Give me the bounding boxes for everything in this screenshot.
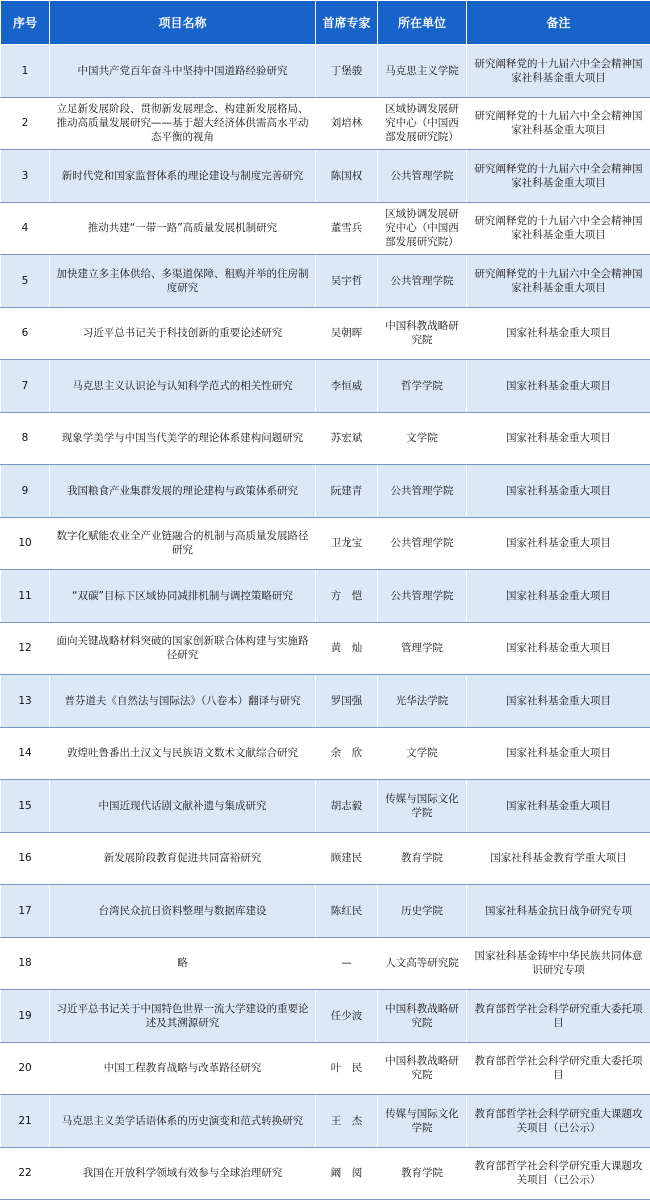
cell-unit: 中国科教战略研究院 (378, 307, 467, 360)
cell-chief-expert: 阮建青 (316, 465, 378, 518)
cell-note: 研究阐释党的十九届六中全会精神国家社科基金重大项目 (467, 150, 650, 203)
table-row (1, 832, 650, 885)
cell-note: 国家社科基金重大项目 (467, 622, 650, 675)
cell-unit: 哲学学院 (378, 360, 467, 413)
cell-unit: 传媒与国际文化学院 (378, 1095, 467, 1148)
cell-note: 国家社科基金重大项目 (467, 307, 650, 360)
cell-unit: 教育学院 (378, 832, 467, 885)
cell-no: 7 (1, 360, 50, 413)
cell-note: 国家社科基金重大项目 (467, 780, 650, 833)
cell-chief-expert: 苏宏斌 (316, 412, 378, 465)
cell-chief-expert: 余 欣 (316, 727, 378, 780)
cell-project-name: 习近平总书记关于中国特色世界一流大学建设的重要论述及其溯源研究 (50, 990, 316, 1043)
cell-project-name: 台湾民众抗日资料整理与数据库建设 (50, 885, 316, 938)
table-row (1, 255, 650, 308)
cell-chief-expert: 黄 灿 (316, 622, 378, 675)
cell-chief-expert: 董雪兵 (316, 202, 378, 255)
cell-project-name: 数字化赋能农业全产业链融合的机制与高质量发展路径研究 (50, 517, 316, 570)
cell-chief-expert: 罗国强 (316, 675, 378, 728)
cell-project-name: 新发展阶段教育促进共同富裕研究 (50, 832, 316, 885)
table-row (1, 150, 650, 203)
cell-note: 教育部哲学社会科学研究重大委托项目 (467, 990, 650, 1043)
cell-chief-expert: 丁堡骏 (316, 45, 378, 98)
cell-unit: 公共管理学院 (378, 255, 467, 308)
cell-no: 10 (1, 517, 50, 570)
cell-no: 1 (1, 45, 50, 98)
cell-no: 3 (1, 150, 50, 203)
cell-project-name: 立足新发展阶段、贯彻新发展理念、构建新发展格局、推动高质量发展研究——基于超大经济体供需高水平动态平衡的视角 (50, 97, 316, 150)
cell-project-name: 我国在开放科学领域有效参与全球治理研究 (50, 1147, 316, 1200)
table-row (1, 97, 650, 150)
cell-project-name: 现象学美学与中国当代美学的理论体系建构问题研究 (50, 412, 316, 465)
cell-unit: 公共管理学院 (378, 150, 467, 203)
cell-chief-expert: 卫龙宝 (316, 517, 378, 570)
cell-unit: 中国科教战略研究院 (378, 1042, 467, 1095)
cell-chief-expert: 叶 民 (316, 1042, 378, 1095)
cell-project-name: 马克思主义美学话语体系的历史演变和范式转换研究 (50, 1095, 316, 1148)
header-row (1, 1, 650, 45)
cell-no: 8 (1, 412, 50, 465)
cell-project-name: 中国共产党百年奋斗中坚持中国道路经验研究 (50, 45, 316, 98)
cell-no: 20 (1, 1042, 50, 1095)
cell-chief-expert: 吴朝晖 (316, 307, 378, 360)
cell-no: 11 (1, 570, 50, 623)
cell-note: 国家社科基金重大项目 (467, 360, 650, 413)
cell-unit: 光华法学院 (378, 675, 467, 728)
cell-note: 国家社科基金重大项目 (467, 412, 650, 465)
cell-no: 14 (1, 727, 50, 780)
cell-chief-expert: 吴宇哲 (316, 255, 378, 308)
cell-note: 国家社科基金重大项目 (467, 517, 650, 570)
cell-no: 12 (1, 622, 50, 675)
table-row (1, 780, 650, 833)
cell-unit: 文学院 (378, 727, 467, 780)
cell-chief-expert: 王 杰 (316, 1095, 378, 1148)
cell-no: 9 (1, 465, 50, 518)
cell-note: 国家社科基金重大项目 (467, 675, 650, 728)
table-row (1, 307, 650, 360)
cell-unit: 马克思主义学院 (378, 45, 467, 98)
cell-project-name: 中国工程教育战略与改革路径研究 (50, 1042, 316, 1095)
table-row (1, 517, 650, 570)
cell-note: 国家社科基金重大项目 (467, 465, 650, 518)
header-note: 备注 (467, 1, 650, 45)
table-row (1, 1042, 650, 1095)
cell-note: 研究阐释党的十九届六中全会精神国家社科基金重大项目 (467, 202, 650, 255)
cell-unit: 公共管理学院 (378, 570, 467, 623)
cell-note: 教育部哲学社会科学研究重大课题攻关项目（已公示） (467, 1095, 650, 1148)
cell-project-name: 面向关键战略材料突破的国家创新联合体构建与实施路径研究 (50, 622, 316, 675)
table-row (1, 622, 650, 675)
cell-project-name: 马克思主义认识论与认知科学范式的相关性研究 (50, 360, 316, 413)
table-row (1, 465, 650, 518)
table-row (1, 1095, 650, 1148)
table-row (1, 1147, 650, 1200)
cell-unit: 传媒与国际文化学院 (378, 780, 467, 833)
cell-no: 2 (1, 97, 50, 150)
table-row (1, 990, 650, 1043)
cell-chief-expert: 方 恺 (316, 570, 378, 623)
header-no: 序号 (1, 1, 50, 45)
cell-project-name: 我国粮食产业集群发展的理论建构与政策体系研究 (50, 465, 316, 518)
cell-project-name: 中国近现代话剧文献补遗与集成研究 (50, 780, 316, 833)
cell-chief-expert: 胡志毅 (316, 780, 378, 833)
cell-no: 22 (1, 1147, 50, 1200)
table-row (1, 45, 650, 98)
table-row (1, 727, 650, 780)
table-row (1, 412, 650, 465)
cell-project-name: 普芬道夫《自然法与国际法》（八卷本）翻译与研究 (50, 675, 316, 728)
cell-project-name: 敦煌吐鲁番出土汉文与民族语文数术文献综合研究 (50, 727, 316, 780)
cell-note: 国家社科基金重大项目 (467, 727, 650, 780)
cell-unit: 公共管理学院 (378, 517, 467, 570)
cell-chief-expert: — (316, 937, 378, 990)
cell-unit: 文学院 (378, 412, 467, 465)
cell-note: 国家社科基金重大项目 (467, 570, 650, 623)
cell-no: 15 (1, 780, 50, 833)
cell-note: 教育部哲学社会科学研究重大委托项目 (467, 1042, 650, 1095)
cell-note: 国家社科基金教育学重大项目 (467, 832, 650, 885)
cell-project-name: 推动共建“一带一路”高质量发展机制研究 (50, 202, 316, 255)
cell-chief-expert: 陈国权 (316, 150, 378, 203)
cell-chief-expert: 顾建民 (316, 832, 378, 885)
cell-project-name: 略 (50, 937, 316, 990)
cell-chief-expert: 刘培林 (316, 97, 378, 150)
cell-chief-expert: 阚 阅 (316, 1147, 378, 1200)
header-unit: 所在单位 (378, 1, 467, 45)
cell-note: 研究阐释党的十九届六中全会精神国家社科基金重大项目 (467, 255, 650, 308)
cell-project-name: 新时代党和国家监督体系的理论建设与制度完善研究 (50, 150, 316, 203)
cell-note: 教育部哲学社会科学研究重大课题攻关项目（已公示） (467, 1147, 650, 1200)
cell-no: 6 (1, 307, 50, 360)
cell-no: 13 (1, 675, 50, 728)
cell-no: 16 (1, 832, 50, 885)
cell-no: 17 (1, 885, 50, 938)
cell-unit: 区域协调发展研究中心（中国西部发展研究院） (378, 202, 467, 255)
cell-note: 国家社科基金抗日战争研究专项 (467, 885, 650, 938)
header-chief-expert: 首席专家 (316, 1, 378, 45)
cell-no: 4 (1, 202, 50, 255)
cell-project-name: 习近平总书记关于科技创新的重要论述研究 (50, 307, 316, 360)
cell-note: 国家社科基金铸牢中华民族共同体意识研究专项 (467, 937, 650, 990)
table-row (1, 675, 650, 728)
cell-no: 19 (1, 990, 50, 1043)
cell-chief-expert: 任少波 (316, 990, 378, 1043)
cell-project-name: “双碳”目标下区域协同减排机制与调控策略研究 (50, 570, 316, 623)
table-row (1, 202, 650, 255)
table-row (1, 360, 650, 413)
cell-project-name: 加快建立多主体供给、多渠道保障、租购并举的住房制度研究 (50, 255, 316, 308)
cell-unit: 人文高等研究院 (378, 937, 467, 990)
cell-note: 研究阐释党的十九届六中全会精神国家社科基金重大项目 (467, 97, 650, 150)
cell-no: 5 (1, 255, 50, 308)
table-row (1, 885, 650, 938)
cell-unit: 区域协调发展研究中心（中国西部发展研究院） (378, 97, 467, 150)
cell-no: 21 (1, 1095, 50, 1148)
cell-unit: 教育学院 (378, 1147, 467, 1200)
cell-chief-expert: 陈红民 (316, 885, 378, 938)
table-row (1, 570, 650, 623)
cell-unit: 历史学院 (378, 885, 467, 938)
header-project-name: 项目名称 (50, 1, 316, 45)
cell-unit: 管理学院 (378, 622, 467, 675)
cell-unit: 公共管理学院 (378, 465, 467, 518)
cell-chief-expert: 李恒威 (316, 360, 378, 413)
cell-unit: 中国科教战略研究院 (378, 990, 467, 1043)
cell-no: 18 (1, 937, 50, 990)
cell-note: 研究阐释党的十九届六中全会精神国家社科基金重大项目 (467, 45, 650, 98)
table-row (1, 937, 650, 990)
